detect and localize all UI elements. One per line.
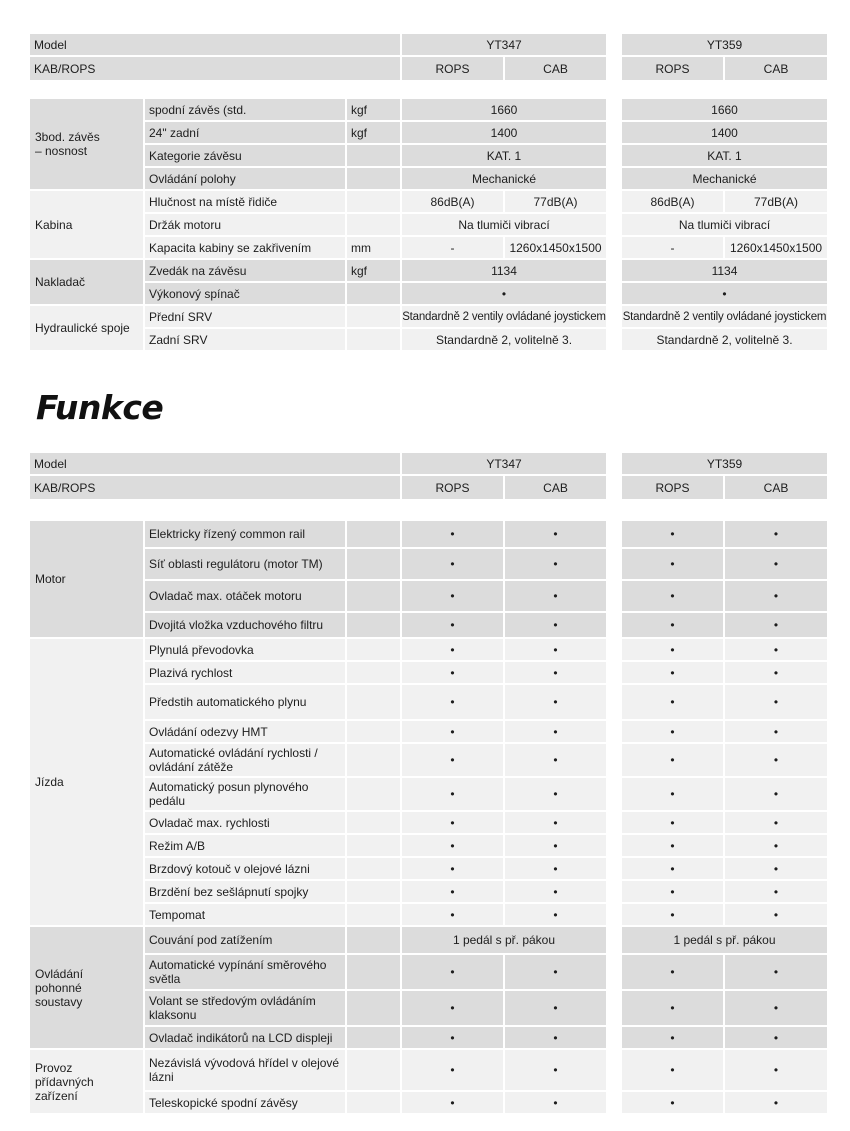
spec-value-yt347: 1400 — [402, 122, 606, 143]
model-yt347: YT347 — [402, 34, 606, 55]
feature-bullet-yt359-rops: • — [622, 955, 723, 989]
feature-unit — [347, 581, 400, 611]
feature-bullet-yt347-rops: • — [402, 1092, 503, 1113]
feature-unit — [347, 904, 400, 925]
feature-bullet-yt347-cab: • — [505, 858, 606, 879]
spec-value-yt359-cab: 77dB(A) — [725, 191, 827, 212]
variant-cab: CAB — [505, 476, 606, 499]
feature-bullet-yt359-rops: • — [622, 685, 723, 719]
feature-bullet-yt347-rops: • — [402, 721, 503, 742]
spec-value-yt347-cab: 1260x1450x1500 — [505, 237, 606, 258]
feature-bullet-yt359-rops: • — [622, 835, 723, 856]
feature-bullet-yt347-cab: • — [505, 955, 606, 989]
feature-label: Automatické vypínání směrového světla — [145, 955, 345, 989]
feature-group-name: Provoz přídavných zařízení — [30, 1050, 143, 1113]
feature-bullet-yt359-cab: • — [725, 581, 827, 611]
feature-bullet-yt359-rops: • — [622, 812, 723, 833]
spec-value-yt359: KAT. 1 — [622, 145, 827, 166]
feature-bullet-yt347-rops: • — [402, 744, 503, 776]
spec-value-yt359: • — [622, 283, 827, 304]
feature-bullet-yt347-cab: • — [505, 1027, 606, 1048]
spec-label: Kapacita kabiny se zakřivením — [145, 237, 345, 258]
feature-bullet-yt347-cab: • — [505, 812, 606, 833]
feature-label: Ovládání odezvy HMT — [145, 721, 345, 742]
feature-bullet-yt347-rops: • — [402, 549, 503, 579]
feature-bullet-yt359-rops: • — [622, 858, 723, 879]
feature-bullet-yt347-rops: • — [402, 881, 503, 902]
feature-bullet-yt347-cab: • — [505, 991, 606, 1025]
feature-bullet-yt347-rops: • — [402, 778, 503, 810]
feature-bullet-yt347-rops: • — [402, 581, 503, 611]
feature-bullet-yt347-cab: • — [505, 778, 606, 810]
feature-bullet-yt347-cab: • — [505, 521, 606, 547]
feature-label: Dvojitá vložka vzduchového filtru — [145, 613, 345, 637]
spec-unit: mm — [347, 237, 400, 258]
feature-value-yt359: 1 pedál s př. pákou — [622, 927, 827, 953]
spec-value-yt359-cab: 1260x1450x1500 — [725, 237, 827, 258]
feature-label: Brzdový kotouč v olejové lázni — [145, 858, 345, 879]
feature-bullet-yt359-rops: • — [622, 721, 723, 742]
variant-cab: CAB — [725, 476, 827, 499]
spec-label: Hlučnost na místě řidiče — [145, 191, 345, 212]
spec-value-yt359-rops: 86dB(A) — [622, 191, 723, 212]
model-yt359: YT359 — [622, 34, 827, 55]
feature-label: Couvání pod zatížením — [145, 927, 345, 953]
spec-value-yt359-rops: - — [622, 237, 723, 258]
feature-bullet-yt359-rops: • — [622, 904, 723, 925]
feature-label: Předstih automatického plynu — [145, 685, 345, 719]
spec-label: Přední SRV — [145, 306, 345, 327]
feature-bullet-yt359-rops: • — [622, 613, 723, 637]
feature-bullet-yt359-cab: • — [725, 549, 827, 579]
spec-value-yt359: Standardně 2 ventily ovládané joystickem — [622, 306, 827, 327]
feature-label: Volant se středovým ovládáním klaksonu — [145, 991, 345, 1025]
feature-bullet-yt347-cab: • — [505, 1050, 606, 1090]
spec-label: spodní závěs (std. — [145, 99, 345, 120]
feature-label: Brzdění bez sešlápnutí spojky — [145, 881, 345, 902]
feature-bullet-yt347-cab: • — [505, 549, 606, 579]
spec-value-yt359: Na tlumiči vibrací — [622, 214, 827, 235]
feature-bullet-yt347-rops: • — [402, 904, 503, 925]
feature-bullet-yt347-cab: • — [505, 685, 606, 719]
kab-rops-label: KAB/ROPS — [30, 476, 400, 499]
spec-label: Zadní SRV — [145, 329, 345, 350]
spec-unit: kgf — [347, 122, 400, 143]
feature-bullet-yt359-rops: • — [622, 581, 723, 611]
feature-bullet-yt359-cab: • — [725, 835, 827, 856]
spec-unit — [347, 191, 400, 212]
feature-bullet-yt347-rops: • — [402, 521, 503, 547]
feature-bullet-yt347-cab: • — [505, 744, 606, 776]
feature-bullet-yt359-cab: • — [725, 778, 827, 810]
feature-bullet-yt359-cab: • — [725, 1050, 827, 1090]
feature-bullet-yt359-cab: • — [725, 685, 827, 719]
feature-bullet-yt347-rops: • — [402, 613, 503, 637]
variant-cab: CAB — [505, 57, 606, 80]
kab-rops-label: KAB/ROPS — [30, 57, 400, 80]
feature-bullet-yt359-cab: • — [725, 904, 827, 925]
feature-unit — [347, 721, 400, 742]
feature-label: Teleskopické spodní závěsy — [145, 1092, 345, 1113]
spec-label: 24" zadní — [145, 122, 345, 143]
spec-unit: kgf — [347, 260, 400, 281]
feature-bullet-yt347-cab: • — [505, 881, 606, 902]
spec-value-yt347-cab: 77dB(A) — [505, 191, 606, 212]
spec-value-yt347: Mechanické — [402, 168, 606, 189]
spec-value-yt359: 1134 — [622, 260, 827, 281]
spec-unit — [347, 306, 400, 327]
feature-bullet-yt359-rops: • — [622, 881, 723, 902]
spec-value-yt347-rops: 86dB(A) — [402, 191, 503, 212]
feature-bullet-yt359-cab: • — [725, 955, 827, 989]
spec-group-name: 3bod. závěs – nosnost — [30, 99, 143, 189]
feature-label: Elektricky řízený common rail — [145, 521, 345, 547]
feature-unit — [347, 662, 400, 683]
feature-label: Plazivá rychlost — [145, 662, 345, 683]
spec-value-yt359: Mechanické — [622, 168, 827, 189]
spec-value-yt347: Na tlumiči vibrací — [402, 214, 606, 235]
feature-bullet-yt359-rops: • — [622, 1050, 723, 1090]
feature-bullet-yt347-rops: • — [402, 685, 503, 719]
spec-value-yt347: Standardně 2, volitelně 3. — [402, 329, 606, 350]
feature-unit — [347, 955, 400, 989]
feature-unit — [347, 927, 400, 953]
feature-bullet-yt347-rops: • — [402, 639, 503, 660]
spec-unit — [347, 329, 400, 350]
feature-bullet-yt347-rops: • — [402, 1027, 503, 1048]
feature-unit — [347, 639, 400, 660]
spec-unit — [347, 283, 400, 304]
spec-value-yt347: KAT. 1 — [402, 145, 606, 166]
feature-label: Plynulá převodovka — [145, 639, 345, 660]
feature-label: Nezávislá vývodová hřídel v olejové lázni — [145, 1050, 345, 1090]
feature-label: Automatický posun plynového pedálu — [145, 778, 345, 810]
feature-bullet-yt347-cab: • — [505, 662, 606, 683]
spec-value-yt347: 1134 — [402, 260, 606, 281]
feature-label: Tempomat — [145, 904, 345, 925]
feature-bullet-yt359-rops: • — [622, 662, 723, 683]
feature-group-name: Jízda — [30, 639, 143, 925]
feature-unit — [347, 812, 400, 833]
feature-label: Režim A/B — [145, 835, 345, 856]
model-yt359: YT359 — [622, 453, 827, 474]
feature-bullet-yt347-cab: • — [505, 904, 606, 925]
spec-unit — [347, 145, 400, 166]
feature-value-yt347: 1 pedál s př. pákou — [402, 927, 606, 953]
feature-bullet-yt347-cab: • — [505, 721, 606, 742]
spec-label: Zvedák na závěsu — [145, 260, 345, 281]
feature-bullet-yt347-rops: • — [402, 835, 503, 856]
feature-bullet-yt359-cab: • — [725, 881, 827, 902]
feature-bullet-yt347-rops: • — [402, 662, 503, 683]
spec-group-name: Hydraulické spoje — [30, 306, 143, 350]
spec-group-name: Nakladač — [30, 260, 143, 304]
section-title: Funkce — [36, 388, 164, 427]
feature-bullet-yt359-rops: • — [622, 1027, 723, 1048]
feature-label: Ovladač max. rychlosti — [145, 812, 345, 833]
feature-bullet-yt347-cab: • — [505, 639, 606, 660]
feature-bullet-yt359-cab: • — [725, 812, 827, 833]
variant-cab: CAB — [725, 57, 827, 80]
feature-unit — [347, 613, 400, 637]
feature-unit — [347, 549, 400, 579]
feature-label: Ovladač max. otáček motoru — [145, 581, 345, 611]
model-label: Model — [30, 453, 400, 474]
spec-label: Kategorie závěsu — [145, 145, 345, 166]
feature-bullet-yt359-cab: • — [725, 521, 827, 547]
feature-bullet-yt359-rops: • — [622, 744, 723, 776]
spec-value-yt359: 1400 — [622, 122, 827, 143]
feature-bullet-yt347-rops: • — [402, 1050, 503, 1090]
feature-unit — [347, 991, 400, 1025]
spec-value-yt359: Standardně 2, volitelně 3. — [622, 329, 827, 350]
spec-unit — [347, 168, 400, 189]
spec-unit — [347, 214, 400, 235]
variant-rops: ROPS — [622, 57, 723, 80]
feature-bullet-yt359-cab: • — [725, 662, 827, 683]
feature-bullet-yt359-cab: • — [725, 639, 827, 660]
feature-unit — [347, 521, 400, 547]
feature-bullet-yt347-cab: • — [505, 1092, 606, 1113]
feature-bullet-yt359-rops: • — [622, 639, 723, 660]
feature-label: Automatické ovládání rychlosti / ovládání zátěže — [145, 744, 345, 776]
feature-label: Ovladač indikátorů na LCD displeji — [145, 1027, 345, 1048]
variant-rops: ROPS — [402, 57, 503, 80]
variant-rops: ROPS — [622, 476, 723, 499]
spec-group-name: Kabina — [30, 191, 143, 258]
feature-bullet-yt359-cab: • — [725, 744, 827, 776]
spec-value-yt347: 1660 — [402, 99, 606, 120]
feature-bullet-yt359-cab: • — [725, 1027, 827, 1048]
feature-unit — [347, 744, 400, 776]
spec-unit: kgf — [347, 99, 400, 120]
feature-group-name: Motor — [30, 521, 143, 637]
feature-bullet-yt359-cab: • — [725, 613, 827, 637]
feature-bullet-yt347-rops: • — [402, 991, 503, 1025]
feature-bullet-yt347-cab: • — [505, 613, 606, 637]
feature-unit — [347, 881, 400, 902]
spec-value-yt347: Standardně 2 ventily ovládané joystickem — [402, 306, 606, 327]
feature-bullet-yt359-rops: • — [622, 549, 723, 579]
spec-label: Výkonový spínač — [145, 283, 345, 304]
variant-rops: ROPS — [402, 476, 503, 499]
feature-unit — [347, 1050, 400, 1090]
spec-label: Držák motoru — [145, 214, 345, 235]
feature-bullet-yt347-cab: • — [505, 835, 606, 856]
feature-bullet-yt347-rops: • — [402, 955, 503, 989]
feature-bullet-yt347-rops: • — [402, 812, 503, 833]
feature-unit — [347, 835, 400, 856]
feature-bullet-yt359-rops: • — [622, 991, 723, 1025]
feature-bullet-yt347-cab: • — [505, 581, 606, 611]
feature-bullet-yt359-rops: • — [622, 778, 723, 810]
feature-bullet-yt359-cab: • — [725, 721, 827, 742]
model-label: Model — [30, 34, 400, 55]
feature-unit — [347, 1027, 400, 1048]
feature-bullet-yt359-cab: • — [725, 991, 827, 1025]
feature-bullet-yt359-cab: • — [725, 1092, 827, 1113]
model-yt347: YT347 — [402, 453, 606, 474]
spec-value-yt347: • — [402, 283, 606, 304]
feature-unit — [347, 858, 400, 879]
feature-unit — [347, 1092, 400, 1113]
spec-value-yt347-rops: - — [402, 237, 503, 258]
feature-unit — [347, 685, 400, 719]
feature-unit — [347, 778, 400, 810]
spec-value-yt359: 1660 — [622, 99, 827, 120]
feature-bullet-yt359-cab: • — [725, 858, 827, 879]
spec-label: Ovládání polohy — [145, 168, 345, 189]
feature-bullet-yt359-rops: • — [622, 1092, 723, 1113]
feature-bullet-yt347-rops: • — [402, 858, 503, 879]
feature-group-name: Ovládání pohonné soustavy — [30, 927, 143, 1048]
feature-bullet-yt359-rops: • — [622, 521, 723, 547]
feature-label: Síť oblasti regulátoru (motor TM) — [145, 549, 345, 579]
